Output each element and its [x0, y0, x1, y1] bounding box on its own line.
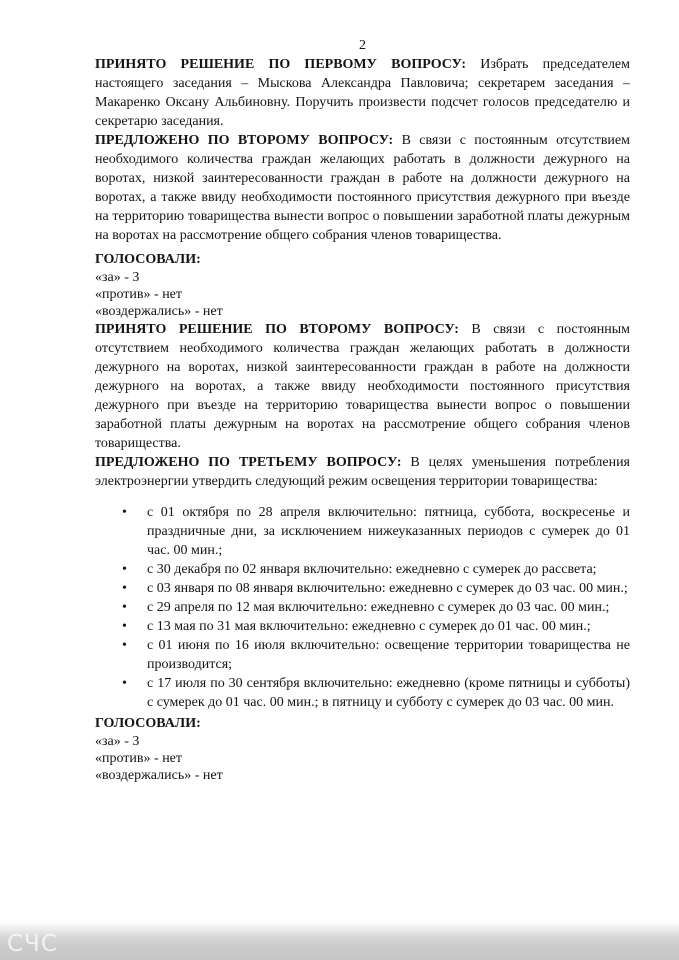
document-content: [95, 0, 630, 784]
paragraph-heading: ПРИНЯТО РЕШЕНИЕ ПО ПЕРВОМУ ВОПРОСУ:: [95, 57, 467, 72]
paragraph-heading: ПРЕДЛОЖЕНО ПО ТРЕТЬЕМУ ВОПРОСУ:: [95, 455, 402, 470]
paragraph-body: В целях уменьшения потребления электроэнергии утвердить следующий режим освещения территории товарищества:: [95, 455, 631, 489]
bullet-icon: [122, 579, 127, 598]
vote-line-abstained: «воздержались» - нет: [95, 304, 223, 319]
list-item-text: с 13 мая по 31 мая включительно: ежедневно с сумерек до 01 час. 00 мин.;: [147, 619, 591, 634]
bullet-icon: [122, 503, 127, 522]
bullet-icon: [122, 598, 127, 617]
vote-line-for: «за» - 3: [95, 734, 140, 749]
list-item-text: с 29 апреля по 12 мая включительно: ежедневно с сумерек до 03 час. 00 мин.;: [147, 600, 610, 615]
vote-line-against: «против» - нет: [95, 287, 183, 302]
watermark-text: СЧС: [7, 931, 58, 957]
list-item-text: с 03 января по 08 января включительно: ежедневно с сумерек до 03 час. 00 мин.;: [147, 581, 628, 596]
bullet-icon: [122, 617, 127, 636]
proposal-third-question-paragraph: [95, 453, 630, 491]
vote-line-for: «за» - 3: [95, 270, 140, 285]
list-item: [147, 503, 630, 560]
decision-second-question-paragraph: [95, 320, 630, 453]
list-item-text: с 01 октября по 28 апреля включительно: пятница, суббота, воскресенье и праздничные дни, за исключением нижеуказанных периодов с сумерек до 01 час. 00 мин.;: [147, 505, 630, 558]
list-item: [147, 560, 630, 579]
vote-block-2: [95, 715, 630, 784]
list-item: [147, 579, 630, 598]
list-item: [147, 636, 630, 674]
proposal-second-question-paragraph: [95, 131, 630, 245]
list-item: [147, 674, 630, 712]
paragraph-body: В связи с постоянным отсутствием необходимого количества граждан желающих работать в должности дежурного на воротах, низкой заинтересованности граждан в работе на должности дежурного на воротах, а также ввиду необходимости постоянного присутствия дежурного при въезде на территорию товарищества вынести вопрос о повышении заработной платы дежурным на воротах на рассмотрение общего собрания членов товарищества.: [95, 322, 630, 451]
list-item-text: с 17 июля по 30 сентября включительно: ежедневно (кроме пятницы и субботы) с сумерек до 01 час. 00 мин.; в пятницу и субботу с сумерек до 03 час. 00 мин.: [147, 676, 630, 710]
vote-heading: ГОЛОСОВАЛИ:: [95, 716, 201, 731]
bullet-icon: [122, 636, 127, 655]
list-item: [147, 598, 630, 617]
list-item: [147, 617, 630, 636]
vote-line-abstained: «воздержались» - нет: [95, 768, 223, 783]
decision-first-question-paragraph: [95, 55, 630, 131]
bullet-icon: [122, 560, 127, 579]
vote-line-against: «против» - нет: [95, 751, 183, 766]
vote-heading: ГОЛОСОВАЛИ:: [95, 252, 201, 267]
page-number: 2: [359, 38, 366, 53]
paragraph-body: В связи с постоянным отсутствием необходимого количества граждан желающих работать в должности дежурного на воротах, низкой заинтересованности граждан в работе на должности дежурного на воротах, а также ввиду необходимости постоянного присутствия дежурного при въезде на территорию товарищества вынести вопрос о повышении заработной платы дежурным на воротах на рассмотрение общего собрания членов товарищества.: [95, 133, 630, 243]
paragraph-heading: ПРЕДЛОЖЕНО ПО ВТОРОМУ ВОПРОСУ:: [95, 133, 394, 148]
bullet-icon: [122, 674, 127, 693]
list-item-text: с 30 декабря по 02 января включительно: ежедневно с сумерек до рассвета;: [147, 562, 597, 577]
paragraph-body: Избрать председателем настоящего заседания – Мыскова Александра Павловича; секретарем заседания – Макаренко Оксану Альбиновну. Поручить произвести подсчет голосов председателю и секретарю заседания.: [95, 57, 631, 129]
list-item-text: с 01 июня по 16 июля включительно: освещение территории товарищества не производится;: [147, 638, 630, 672]
footer-scan-band: [0, 922, 679, 960]
vote-block-1: [95, 251, 630, 320]
paragraph-heading: ПРИНЯТО РЕШЕНИЕ ПО ВТОРОМУ ВОПРОСУ:: [95, 322, 459, 337]
lighting-schedule-list: [95, 503, 630, 712]
